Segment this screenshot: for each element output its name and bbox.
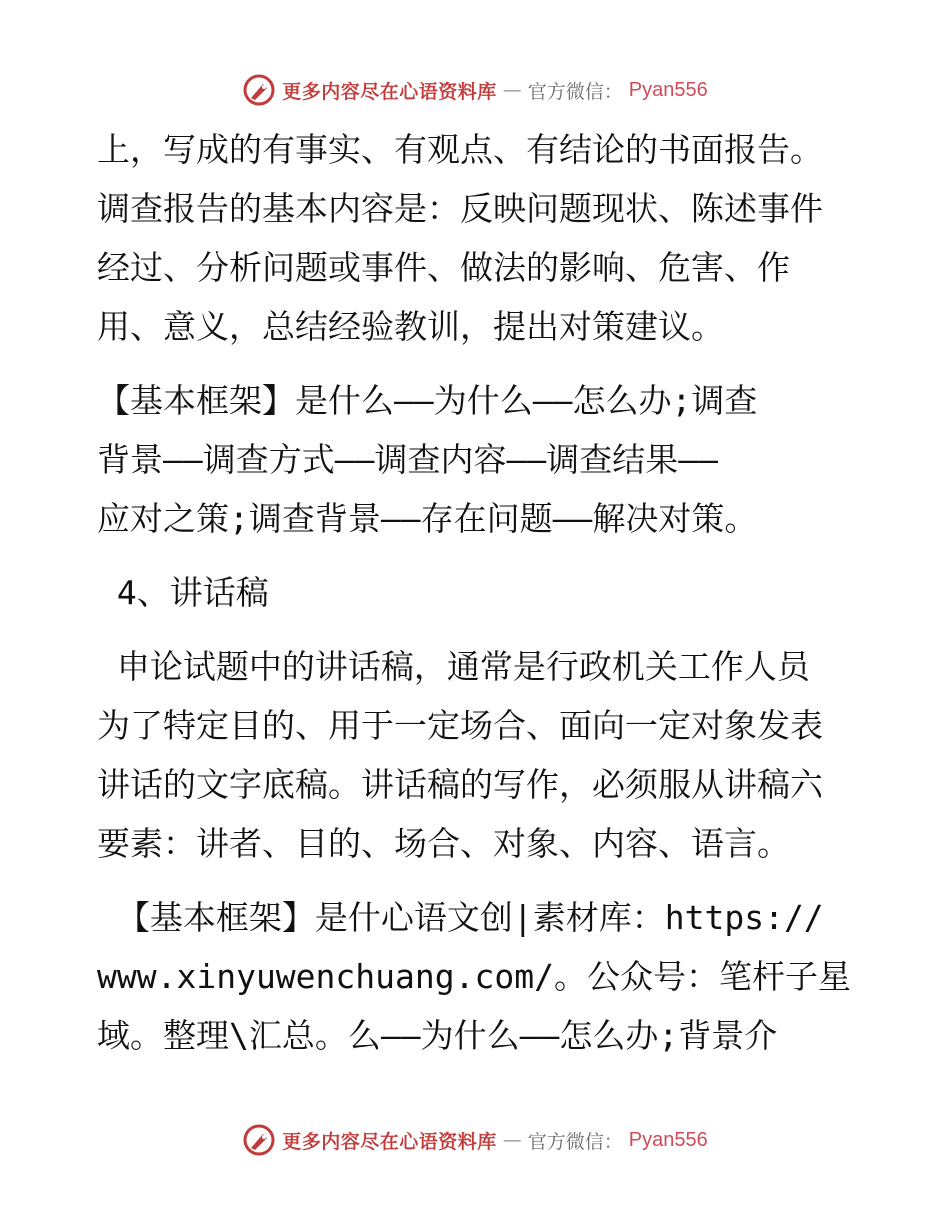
text-line: 申论试题中的讲话稿，通常是行政机关工作人员 xyxy=(97,647,810,686)
banner-wechat-id: Pyan556 xyxy=(628,1128,708,1151)
pen-nib-logo-icon xyxy=(242,73,276,107)
text-line: 调查报告的基本内容是：反映问题现状、陈述事件 xyxy=(97,189,823,228)
banner-site-text: 更多内容尽在心语资料库 xyxy=(282,1130,497,1153)
header-banner xyxy=(0,70,950,110)
banner-wechat-id: Pyan556 xyxy=(628,78,708,101)
banner-separator: — xyxy=(502,79,522,101)
text-line: 用、意义，总结经验教训，提出对策建议。 xyxy=(97,307,724,346)
text-line: 讲话的文字底稿。讲话稿的写作，必须服从讲稿六 xyxy=(97,765,823,804)
text-line: 要素：讲者、目的、场合、对象、内容、语言。 xyxy=(97,824,790,863)
text-line: 应对之策;调查背景——存在问题——解决对策。 xyxy=(97,499,758,538)
banner-site-text: 更多内容尽在心语资料库 xyxy=(282,80,497,103)
paragraph-speech-framework xyxy=(97,888,857,1065)
text-line: www.xinyuwenchuang.com/。公众号：笔杆子星 xyxy=(97,957,851,996)
banner-wechat-label: 官方微信： xyxy=(527,80,623,103)
pen-nib-logo-icon xyxy=(242,1123,276,1157)
text-line: 经过、分析问题或事件、做法的影响、危害、作 xyxy=(97,248,790,287)
paragraph-report-content xyxy=(97,120,857,356)
paragraph-report-framework xyxy=(97,371,857,548)
section-heading-speech xyxy=(97,563,857,622)
text-line: 4、讲话稿 xyxy=(97,573,269,612)
footer-banner xyxy=(0,1120,950,1160)
text-line: 【基本框架】是什么——为什么——怎么办;调查 xyxy=(97,381,758,420)
text-line: 域。整理\汇总。么——为什么——怎么办;背景介 xyxy=(97,1016,778,1055)
banner-separator: — xyxy=(502,1129,522,1151)
text-line: 背景——调查方式——调查内容——调查结果—— xyxy=(97,440,718,479)
paragraph-speech-definition xyxy=(97,637,857,873)
banner-wechat-label: 官方微信： xyxy=(527,1130,623,1153)
text-line: 上，写成的有事实、有观点、有结论的书面报告。 xyxy=(97,130,823,169)
text-line: 【基本框架】是什心语文创|素材库：https:// xyxy=(97,898,824,937)
text-line: 为了特定目的、用于一定场合、面向一定对象发表 xyxy=(97,706,823,745)
document-body xyxy=(97,120,857,1080)
